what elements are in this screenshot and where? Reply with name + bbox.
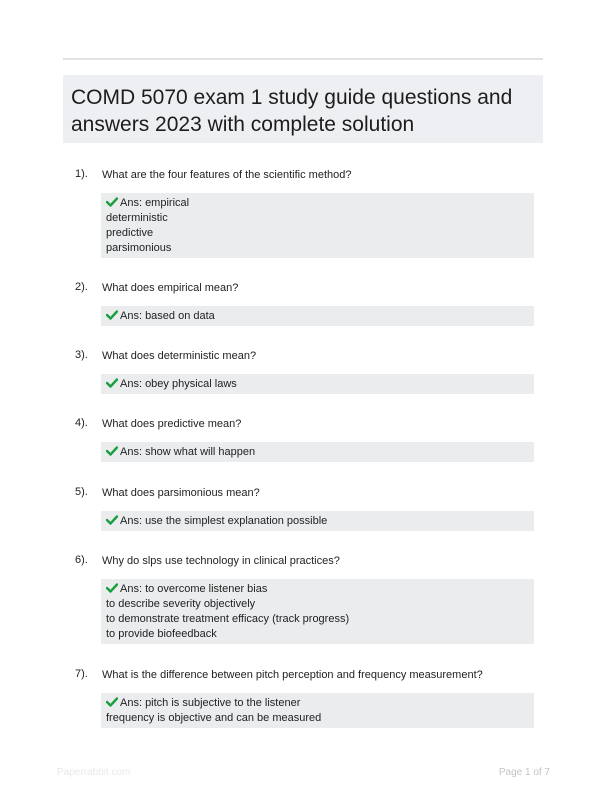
question-number: 4). [75,417,88,429]
answer-line [106,309,529,324]
answer-text: Ans: to overcome listener bias [120,583,268,595]
answer-line: to provide biofeedback [106,628,217,640]
answer-box [101,579,534,644]
question-text: What does deterministic mean? [102,350,257,362]
check-icon [106,446,118,456]
answer-text: Ans: based on data [120,310,215,322]
page-indicator: Page 1 of 7 [498,767,550,778]
question-text: What are the four features of the scientific method? [102,169,352,181]
top-divider [63,58,543,60]
answer-box [101,442,534,462]
answer-line: deterministic [106,212,168,224]
title-box [63,75,543,143]
question-text: What does parsimonious mean? [102,487,260,499]
question-text: What does empirical mean? [102,282,239,294]
question-number: 1). [75,168,88,180]
answer-text: Ans: show what will happen [120,446,256,458]
answer-text: Ans: obey physical laws [120,378,237,390]
answer-text: Ans: empirical [120,197,190,209]
answer-box [101,374,534,394]
answer-line: predictive [106,227,154,239]
answer-line [106,196,529,211]
question-number: 6). [75,554,88,566]
answer-line [106,582,529,597]
question-number: 2). [75,281,88,293]
answer-box [101,693,534,728]
question-text: What does predictive mean? [102,418,242,430]
check-icon [106,378,118,388]
answer-line [106,696,529,711]
footer-watermark: Paperrabbit.com [57,767,131,778]
answer-box [101,511,534,531]
answer-line: parsimonious [106,242,172,254]
answer-line: to describe severity objectively [106,598,256,610]
check-icon [106,583,118,593]
question-number: 5). [75,486,88,498]
answer-text: Ans: use the simplest explanation possible [120,515,328,527]
answer-line: to demonstrate treatment efficacy (track progress) [106,613,350,625]
answer-box [101,193,534,258]
answer-line [106,514,529,529]
question-text: What is the difference between pitch perception and frequency measurement? [102,669,483,681]
check-icon [106,515,118,525]
check-icon [106,197,118,207]
question-text: Why do slps use technology in clinical practices? [102,555,340,567]
answer-line [106,445,529,460]
check-icon [106,697,118,707]
answer-box [101,306,534,326]
answer-line: frequency is objective and can be measured [106,712,322,724]
question-number: 3). [75,349,88,361]
answer-line [106,377,529,392]
document-title: COMD 5070 exam 1 study guide questions and answers 2023 with complete solution [71,86,513,136]
question-number: 7). [75,668,88,680]
answer-text: Ans: pitch is subjective to the listener [120,697,301,709]
check-icon [106,310,118,320]
